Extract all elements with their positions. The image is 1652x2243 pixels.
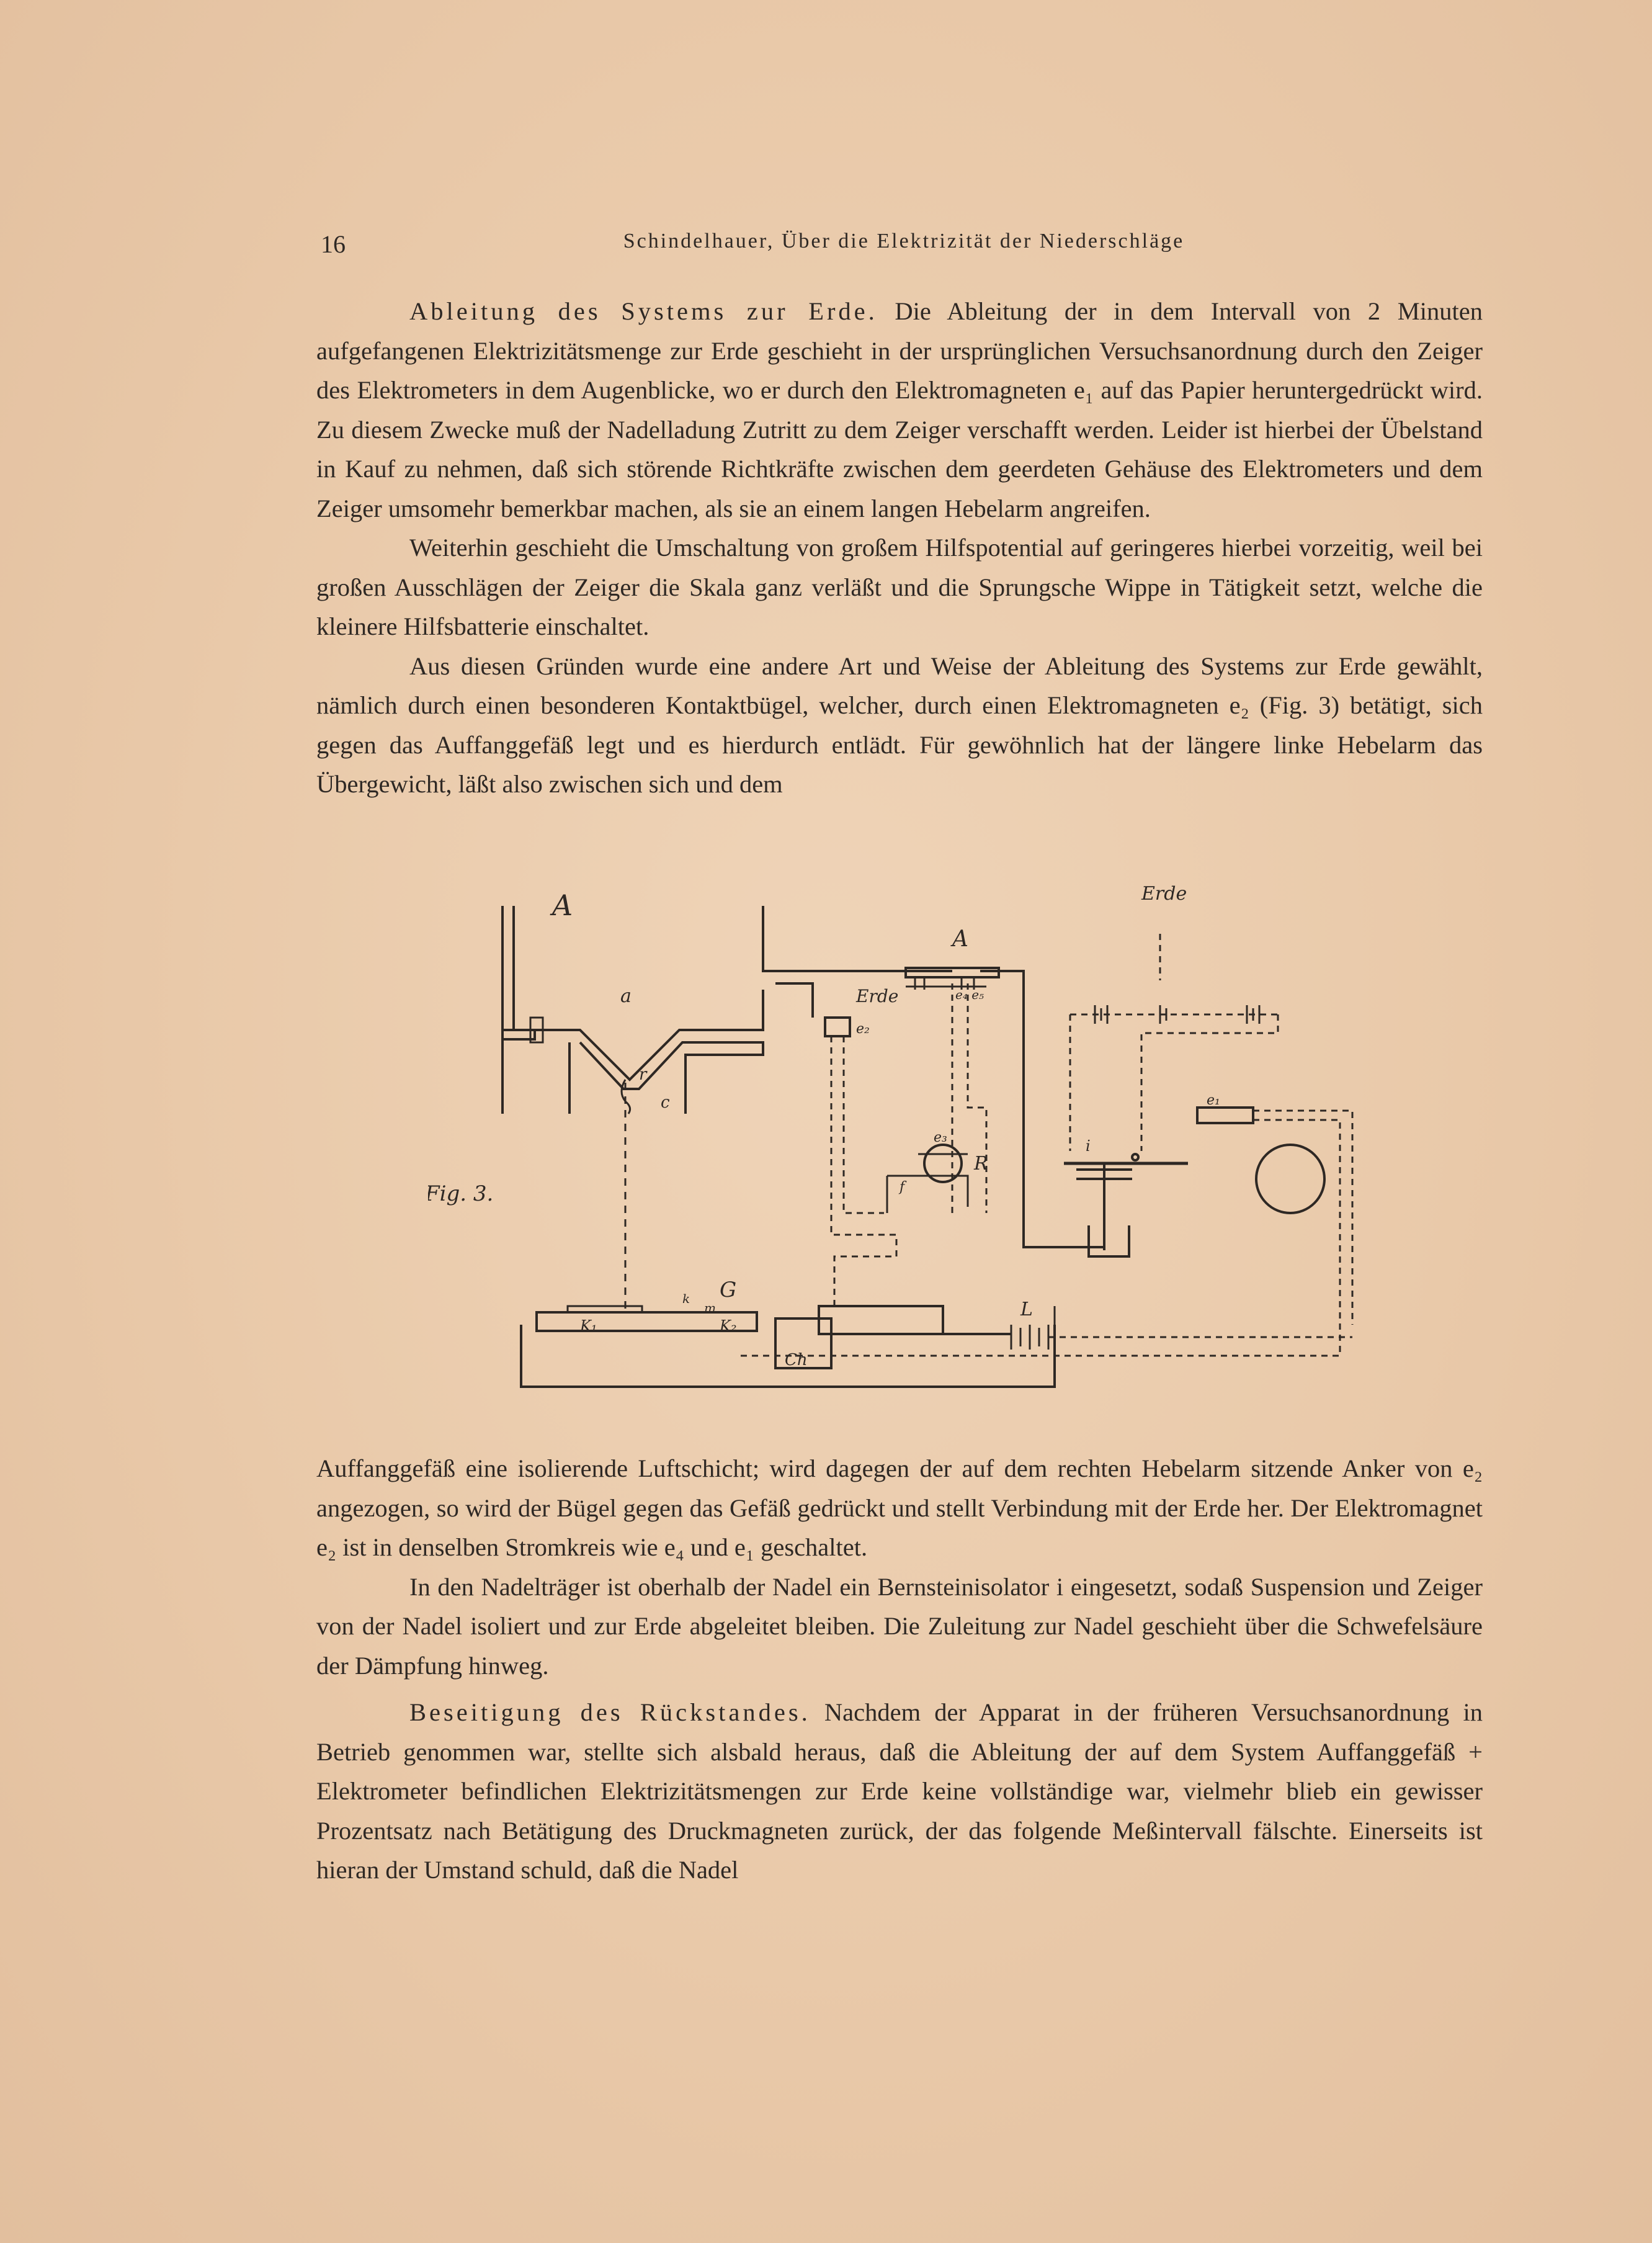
amber-isolator bbox=[1132, 1154, 1138, 1160]
label-L: L bbox=[1020, 1299, 1033, 1320]
paragraph bbox=[316, 292, 1483, 528]
label-erde-mid: Erde bbox=[856, 986, 899, 1006]
text-block-bottom bbox=[316, 1449, 1483, 1890]
magnet-e1 bbox=[1197, 1108, 1253, 1123]
battery-cells-L bbox=[1011, 1325, 1048, 1350]
label-A: A bbox=[552, 889, 573, 922]
drum-circle bbox=[1256, 1145, 1324, 1213]
label-e2: e₂ bbox=[856, 1021, 870, 1037]
paragraph-text: Die Ableitung der in dem Intervall von 2 Minuten aufgefangenen Elektrizitätsmenge zur Erde geschieht in der ursprünglichen Versuchsanordnung durch den Zeiger des Elektrometers in dem Augenblicke, wo er durch den Elektromagneten e₁ auf das Papier heruntergedrückt wird. Zu diesem Zwecke muß der Nadelladung Zutritt zu dem Zeiger verschafft werden. Leider ist hierbei der Übelstand in Kauf zu nehmen, daß sich störende Richtkräfte zwischen dem geerdeten Gehäuse des Elektrometers und dem Zeiger umsomehr bemerkbar machen, als sie an einem langen Hebelarm angreifen. bbox=[316, 297, 1483, 522]
figure-caption: Fig. 3. bbox=[428, 1181, 494, 1206]
label-e3: e₃ bbox=[934, 1130, 947, 1145]
paragraph-text: Nachdem der Apparat in der früheren Versuchsanordnung in Betrieb genommen war, stellte sich alsbald heraus, daß die Ableitung der auf dem System Auffanggefäß + Elektrometer befindlichen Elektrizitätsmengen zur Erde keine vollständige war, vielmehr blieb ein gewisser Prozentsatz nach Betätigung des Druckmagneten zurück, der das folgende Meßintervall fälschte. Einerseits ist hieran der Umstand schuld, daß die Nadel bbox=[316, 1698, 1483, 1884]
section-heading: Ableitung des Systems zur Erde. bbox=[409, 297, 878, 325]
wire-e1 bbox=[1253, 1111, 1352, 1325]
paragraph bbox=[316, 1693, 1483, 1890]
label-R: R bbox=[974, 1153, 988, 1175]
label-f: f bbox=[900, 1180, 905, 1195]
pipe-step bbox=[775, 983, 813, 1018]
label-K1: K₁ bbox=[580, 1317, 597, 1335]
label-e1: e₁ bbox=[1207, 1093, 1220, 1108]
paragraph: Weiterhin geschieht die Umschaltung von großem Hilfspotential auf geringeres hierbei vorzeitig, weil bei großen Ausschlägen der Zeiger die Skala ganz verläßt und die Sprungsche Wippe in Tätigkeit setzt, welche die kleinere Hilfsbatterie einschaltet. bbox=[316, 534, 1483, 640]
wire-e1-return bbox=[738, 1120, 1340, 1356]
paragraph: Aus diesen Gründen wurde eine andere Art und Weise der Ableitung des Systems zur Erde gewählt, nämlich durch einen besonderen Kontaktbügel, welcher, durch einen Elektromagneten e₂ (Fig. 3) betätigt, sich gegen das Auffanggefäß legt und es hierdurch entlädt. Für gewöhnlich hat der längere linke Hebelarm das Übergewicht, läßt also zwischen sich und dem bbox=[316, 651, 1483, 798]
label-a: a bbox=[620, 985, 632, 1007]
label-A-relay: A bbox=[952, 926, 968, 952]
label-k: k bbox=[682, 1291, 690, 1306]
label-i: i bbox=[1086, 1137, 1091, 1155]
pipe-top bbox=[763, 906, 952, 971]
label-erde-top: Erde bbox=[1141, 883, 1187, 905]
magnet-e2 bbox=[825, 1018, 850, 1036]
running-head: Schindelhauer, Über die Elektrizität der Niederschläge bbox=[623, 230, 1185, 253]
paragraph: In den Nadelträger ist oberhalb der Nadel ein Bernsteinisolator i eingesetzt, sodaß Suspension und Zeiger von der Nadel isoliert und zur Erde abgeleitet bleiben. Die Zuleitung zur Nadel geschieht über die Schwefelsäure der Dämpfung hinweg. bbox=[316, 1572, 1483, 1680]
relay-bar bbox=[906, 968, 999, 977]
label-e4e5: e₄ e₅ bbox=[955, 987, 985, 1002]
label-Ch: Ch bbox=[785, 1351, 808, 1369]
wire-relay bbox=[952, 983, 986, 1213]
circuit-diagram bbox=[428, 878, 1383, 1430]
label-m: m bbox=[704, 1301, 716, 1315]
label-G: G bbox=[720, 1278, 737, 1302]
inner-tube bbox=[580, 1042, 763, 1114]
section-heading: Beseitigung des Rückstandes. bbox=[409, 1698, 811, 1726]
damping-vessel bbox=[1089, 1225, 1129, 1256]
label-K2: K₂ bbox=[720, 1317, 737, 1335]
page-header bbox=[321, 230, 1487, 261]
figure-3 bbox=[428, 878, 1383, 1430]
page-number: 16 bbox=[321, 230, 346, 258]
wire-e2b bbox=[844, 1036, 884, 1213]
wire-right-battery bbox=[1141, 1014, 1278, 1151]
label-c: c bbox=[661, 1093, 670, 1112]
wire-e2 bbox=[831, 1036, 896, 1306]
switch-box bbox=[819, 1306, 943, 1334]
paragraph: Auffanggefäß eine isolierende Luftschicht; wird dagegen der auf dem rechten Hebelarm sitzende Anker von e₂ angezogen, so wird der Bügel gegen das Gefäß gedrückt und stellt Verbindung mit der Erde her. Der Elektromagnet e₂ ist in denselben Stromkreis wie e₄ und e₁ geschaltet. bbox=[316, 1454, 1483, 1561]
label-r: r bbox=[639, 1065, 647, 1084]
text-block-top bbox=[316, 292, 1483, 804]
wire-suspension bbox=[980, 971, 1104, 1247]
